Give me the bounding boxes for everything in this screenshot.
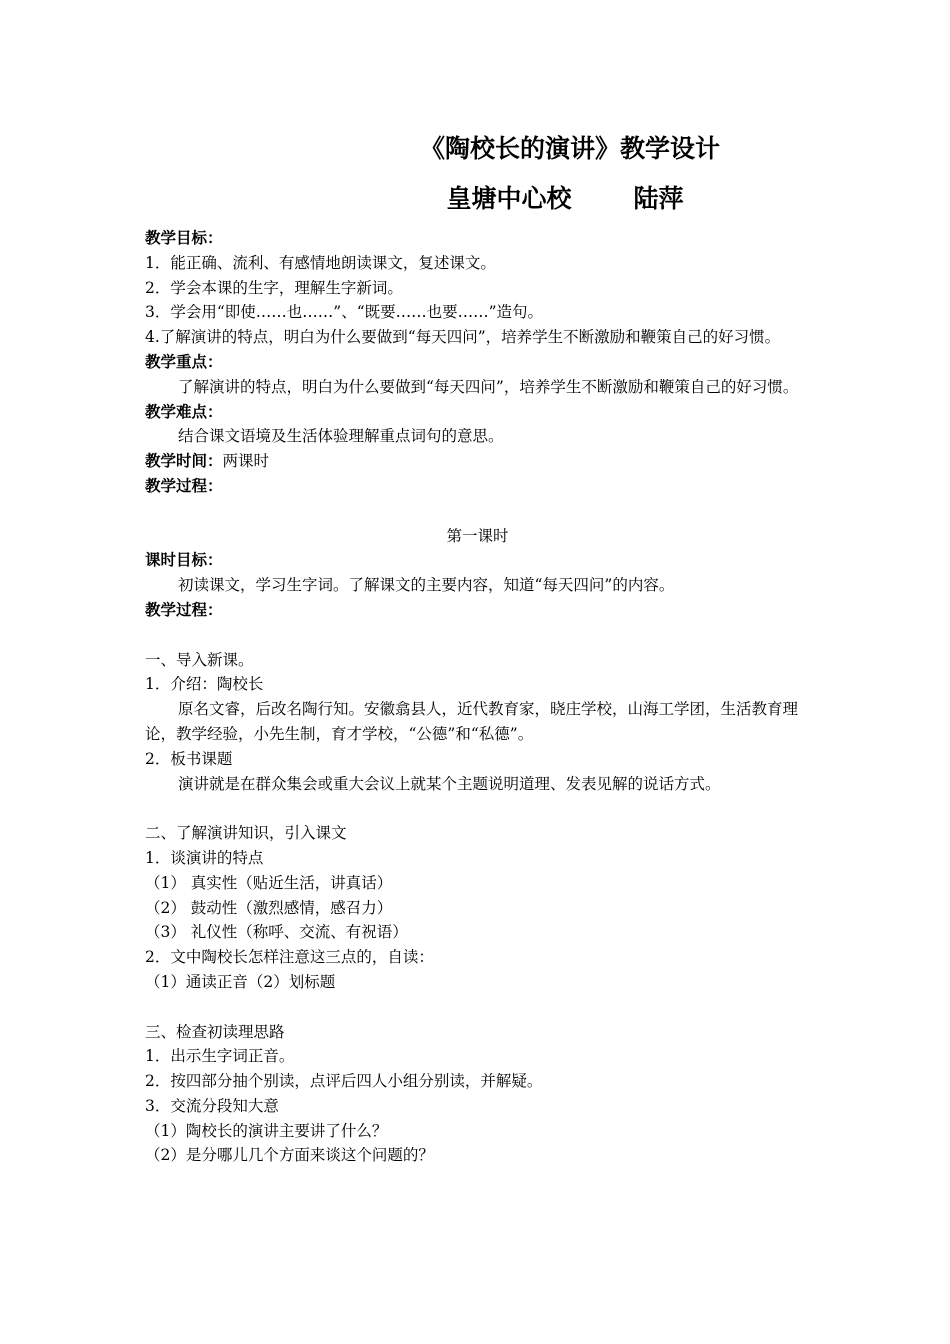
section-line: 原名文睿，后改名陶行知。安徽翕县人，近代教育家，晓庄学校，山海工学团，生活教育理论，教学经验，小先生制，育才学校，“公德”和“私德”。: [145, 700, 799, 743]
goal-item: 3．学会用“即使……也……”、“既要……也要……”造句。: [145, 303, 544, 322]
section-line: 1．介绍：陶校长: [145, 675, 264, 694]
section-line: 1．谈演讲的特点: [145, 848, 264, 867]
section-line: 1．出示生字词正音。: [145, 1047, 295, 1066]
goals-heading: 教学目标：: [145, 229, 223, 247]
time-line: [145, 449, 810, 474]
author-line: [0, 184, 950, 214]
time-text: 两课时: [222, 452, 270, 471]
section-heading: 二、了解演讲知识，引入课文: [145, 824, 347, 843]
author-name: 陆萍: [633, 184, 684, 213]
lesson-goal-heading: 课时目标：: [145, 551, 223, 570]
time-heading: 教学时间：: [145, 452, 223, 471]
author-school: 皇塘中心校: [446, 184, 572, 213]
goal-item: 2．学会本课的生字，理解生字新词。: [145, 278, 403, 297]
lesson-process-heading: 教学过程：: [145, 600, 223, 619]
lesson-title: 第一课时: [446, 526, 509, 545]
difficulties-heading: 教学难点：: [145, 402, 223, 421]
lesson-goal-text: 初读课文，学习生字词。了解课文的主要内容，知道“每天四问”的内容。: [178, 576, 675, 595]
section-line: 2．文中陶校长怎样注意这三点的，自读：: [145, 948, 434, 967]
document-title: 《陶校长的演讲》教学设计: [419, 134, 720, 163]
section-line: （3） 礼仪性（称呼、交流、有祝语）: [145, 923, 408, 942]
section-line: （2） 鼓动性（激烈感情，感召力）: [145, 898, 393, 917]
goal-item: 1．能正确、流利、有感情地朗读课文，复述课文。: [145, 253, 496, 272]
key-points-text: 了解演讲的特点，明白为什么要做到“每天四问”，培养学生不断激励和鞭策自己的好习惯。: [178, 377, 799, 396]
section-heading: 一、导入新课。: [145, 650, 254, 669]
section-line: 演讲就是在群众集会或重大会议上就某个主题说明道理、发表见解的说话方式。: [178, 774, 721, 793]
goal-item: 4.了解演讲的特点，明白为什么要做到“每天四问”，培养学生不断激励和鞭策自己的好习惯。: [145, 328, 781, 347]
key-points-heading: 教学重点：: [145, 352, 223, 371]
section-line: 2．按四部分抽个别读，点评后四人小组分别读，并解疑。: [145, 1072, 543, 1091]
section-line: 3．交流分段知大意: [145, 1096, 279, 1115]
document-body: [145, 226, 810, 1168]
section-line: （2）是分哪儿几个方面来谈这个问题的？: [145, 1146, 434, 1165]
section-line: （1）通读正音（2）划标题: [145, 972, 336, 991]
section-line: 2．板书课题: [145, 749, 233, 768]
process-heading: 教学过程：: [145, 476, 223, 495]
section-heading: 三、检查初读理思路: [145, 1022, 285, 1041]
section-line: （1） 真实性（贴近生活，讲真话）: [145, 873, 393, 892]
difficulties-text: 结合课文语境及生活体验理解重点词句的意思。: [178, 427, 504, 446]
section-line: （1）陶校长的演讲主要讲了什么？: [145, 1121, 388, 1140]
